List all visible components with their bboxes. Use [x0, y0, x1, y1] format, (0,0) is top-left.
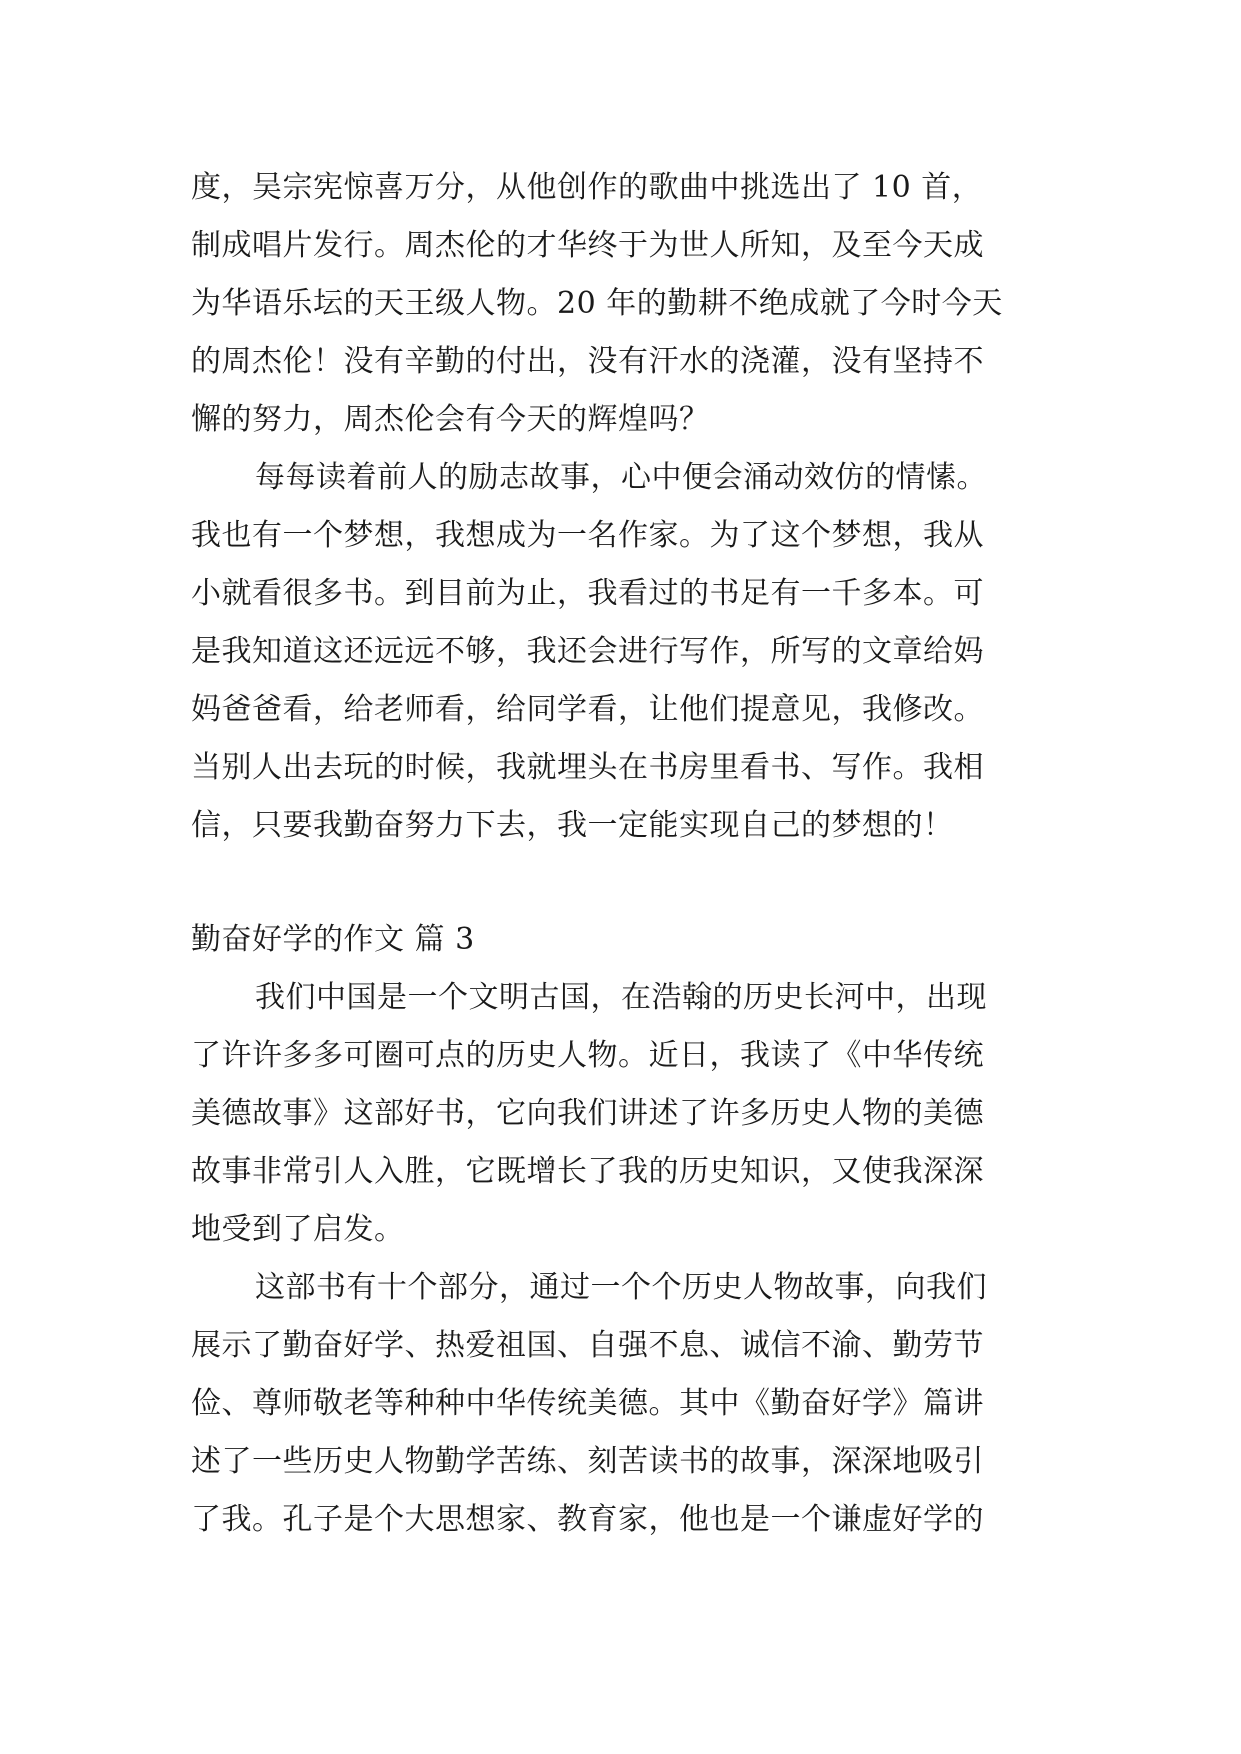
- paragraph-line: 制成唱片发行。周杰伦的才华终于为世人所知，及至今天成: [191, 228, 984, 263]
- paragraph-line: 当别人出去玩的时候，我就埋头在书房里看书、写作。我相: [191, 750, 984, 785]
- paragraph-line: 故事非常引人入胜，它既增长了我的历史知识，又使我深深: [191, 1154, 984, 1189]
- paragraph-line: 度，吴宗宪惊喜万分，从他创作的歌曲中挑选出了 10 首，: [191, 170, 983, 205]
- paragraph-line: 是我知道这还远远不够，我还会进行写作，所写的文章给妈: [191, 634, 984, 669]
- paragraph-line: 美德故事》这部好书，它向我们讲述了许多历史人物的美德: [191, 1096, 984, 1131]
- paragraph-line: 的周杰伦！没有辛勤的付出，没有汗水的浇灌，没有坚持不: [191, 344, 984, 379]
- paragraph-line: 懈的努力，周杰伦会有今天的辉煌吗？: [191, 402, 710, 437]
- paragraph-line: 为华语乐坛的天王级人物。20 年的勤耕不绝成就了今时今天: [191, 286, 1003, 321]
- paragraph-first-line: 我们中国是一个文明古国，在浩翰的历史长河中，出现: [255, 980, 987, 1015]
- paragraph-line: 妈爸爸看，给老师看，给同学看，让他们提意见，我修改。: [191, 692, 984, 727]
- paragraph-line: 了许许多多可圈可点的历史人物。近日，我读了《中华传统: [191, 1038, 984, 1073]
- paragraph-first-line: 这部书有十个部分，通过一个个历史人物故事，向我们: [255, 1270, 987, 1305]
- paragraph-line: 展示了勤奋好学、热爱祖国、自强不息、诚信不渝、勤劳节: [191, 1328, 984, 1363]
- paragraph-line: 小就看很多书。到目前为止，我看过的书足有一千多本。可: [191, 576, 984, 611]
- paragraph-line: 地受到了启发。: [191, 1212, 405, 1247]
- paragraph-line: 了我。孔子是个大思想家、教育家，他也是一个谦虚好学的: [191, 1502, 984, 1537]
- paragraph-line: 信，只要我勤奋努力下去，我一定能实现自己的梦想的！: [191, 808, 954, 843]
- section-heading: 勤奋好学的作文 篇 3: [191, 922, 475, 957]
- paragraph-first-line: 每每读着前人的励志故事，心中便会涌动效仿的情愫。: [255, 460, 987, 495]
- paragraph-line: 我也有一个梦想，我想成为一名作家。为了这个梦想，我从: [191, 518, 984, 553]
- paragraph-line: 述了一些历史人物勤学苦练、刻苦读书的故事，深深地吸引: [191, 1444, 984, 1479]
- paragraph-line: 俭、尊师敬老等种种中华传统美德。其中《勤奋好学》篇讲: [191, 1386, 984, 1421]
